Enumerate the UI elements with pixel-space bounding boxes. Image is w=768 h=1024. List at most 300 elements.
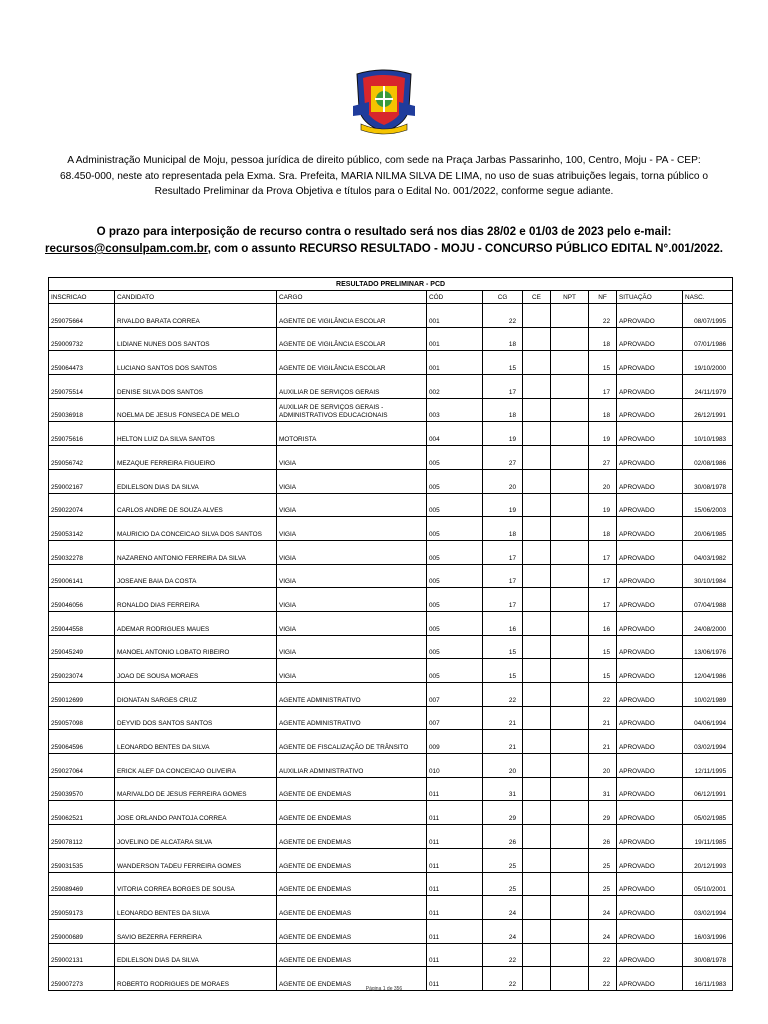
table-cell: 10/10/1983: [683, 422, 733, 446]
table-cell: 31: [483, 777, 523, 801]
table-cell: 04/03/1982: [683, 540, 733, 564]
table-cell: EDILELSON DIAS DA SILVA: [115, 943, 277, 967]
table-cell: 21: [589, 706, 617, 730]
column-header: CÓD: [427, 291, 483, 304]
table-cell: 004: [427, 422, 483, 446]
table-cell: AGENTE DE VIGILÂNCIA ESCOLAR: [277, 304, 427, 328]
table-cell: 30/08/1978: [683, 943, 733, 967]
table-cell: [551, 469, 589, 493]
table-cell: [551, 919, 589, 943]
table-cell: 003: [427, 398, 483, 422]
table-cell: ADEMAR RODRIGUES MAUES: [115, 611, 277, 635]
table-cell: 26: [483, 825, 523, 849]
table-cell: [551, 848, 589, 872]
table-cell: 259031535: [49, 848, 115, 872]
table-cell: 25: [589, 872, 617, 896]
table-cell: [551, 896, 589, 920]
table-cell: [523, 801, 551, 825]
table-cell: 05/10/2001: [683, 872, 733, 896]
table-row: [49, 351, 733, 375]
table-cell: APROVADO: [617, 896, 683, 920]
table-cell: APROVADO: [617, 967, 683, 991]
table-cell: 20: [483, 469, 523, 493]
table-cell: 20: [483, 754, 523, 778]
table-row: [49, 327, 733, 351]
table-cell: 18: [483, 517, 523, 541]
table-cell: [523, 635, 551, 659]
table-cell: [523, 659, 551, 683]
table-cell: 005: [427, 446, 483, 470]
table-cell: [523, 375, 551, 399]
table-cell: VIGIA: [277, 446, 427, 470]
table-cell: 011: [427, 943, 483, 967]
table-cell: APROVADO: [617, 683, 683, 707]
column-header: CARGO: [277, 291, 427, 304]
table-cell: MAURICIO DA CONCEICAO SILVA DOS SANTOS: [115, 517, 277, 541]
table-cell: HELTON LUIZ DA SILVA SANTOS: [115, 422, 277, 446]
table-cell: 259064596: [49, 730, 115, 754]
table-cell: 16/03/1996: [683, 919, 733, 943]
table-cell: [523, 398, 551, 422]
table-cell: 18: [589, 517, 617, 541]
table-cell: LEONARDO BENTES DA SILVA: [115, 896, 277, 920]
table-cell: 005: [427, 659, 483, 683]
table-cell: [551, 517, 589, 541]
table-cell: [551, 398, 589, 422]
table-cell: LUCIANO SANTOS DOS SANTOS: [115, 351, 277, 375]
table-cell: APROVADO: [617, 375, 683, 399]
table-cell: 259044558: [49, 611, 115, 635]
table-row: [49, 777, 733, 801]
table-cell: 007: [427, 706, 483, 730]
table-cell: RIVALDO BARATA CORREA: [115, 304, 277, 328]
table-cell: 16/11/1983: [683, 967, 733, 991]
table-cell: 26/12/1991: [683, 398, 733, 422]
table-row: [49, 517, 733, 541]
table-cell: [523, 588, 551, 612]
table-cell: APROVADO: [617, 848, 683, 872]
column-header: NF: [589, 291, 617, 304]
table-cell: 20: [589, 469, 617, 493]
table-cell: 02/08/1986: [683, 446, 733, 470]
table-cell: 10/02/1989: [683, 683, 733, 707]
table-cell: [523, 754, 551, 778]
table-cell: 001: [427, 304, 483, 328]
table-row: [49, 422, 733, 446]
table-cell: 18: [589, 327, 617, 351]
table-cell: 24: [483, 896, 523, 920]
table-cell: 16: [589, 611, 617, 635]
table-cell: AGENTE DE ENDEMIAS: [277, 848, 427, 872]
table-cell: APROVADO: [617, 635, 683, 659]
table-cell: [523, 848, 551, 872]
table-cell: [551, 706, 589, 730]
table-cell: APROVADO: [617, 351, 683, 375]
table-cell: MARIVALDO DE JESUS FERREIRA GOMES: [115, 777, 277, 801]
table-cell: [523, 872, 551, 896]
table-cell: APROVADO: [617, 588, 683, 612]
table-cell: APROVADO: [617, 398, 683, 422]
table-cell: [551, 611, 589, 635]
table-cell: [523, 327, 551, 351]
table-cell: VITORIA CORREA BORGES DE SOUSA: [115, 872, 277, 896]
table-cell: 009: [427, 730, 483, 754]
table-cell: 259075514: [49, 375, 115, 399]
table-cell: 259002167: [49, 469, 115, 493]
table-cell: 010: [427, 754, 483, 778]
table-cell: [523, 611, 551, 635]
table-cell: [523, 540, 551, 564]
table-cell: VIGIA: [277, 517, 427, 541]
table-cell: 27: [483, 446, 523, 470]
table-cell: LEONARDO BENTES DA SILVA: [115, 730, 277, 754]
table-cell: [523, 469, 551, 493]
table-cell: APROVADO: [617, 754, 683, 778]
table-cell: 259006141: [49, 564, 115, 588]
table-cell: DEYVID DOS SANTOS SANTOS: [115, 706, 277, 730]
table-cell: JOSE ORLANDO PANTOJA CORREA: [115, 801, 277, 825]
table-header-row: [49, 291, 733, 304]
table-cell: 15: [483, 351, 523, 375]
table-row: [49, 540, 733, 564]
table-row: [49, 493, 733, 517]
table-cell: APROVADO: [617, 801, 683, 825]
table-cell: 07/04/1988: [683, 588, 733, 612]
table-cell: 259059173: [49, 896, 115, 920]
table-cell: 19/11/1985: [683, 825, 733, 849]
table-cell: 17: [483, 375, 523, 399]
table-cell: 005: [427, 564, 483, 588]
table-cell: 15: [483, 635, 523, 659]
table-cell: LIDIANE NUNES DOS SANTOS: [115, 327, 277, 351]
table-cell: 22: [589, 943, 617, 967]
table-cell: 19: [483, 422, 523, 446]
table-cell: 03/02/1994: [683, 896, 733, 920]
table-cell: APROVADO: [617, 777, 683, 801]
table-cell: AGENTE DE ENDEMIAS: [277, 872, 427, 896]
table-cell: 259022074: [49, 493, 115, 517]
column-header: NPT: [551, 291, 589, 304]
table-cell: 17: [589, 564, 617, 588]
appeal-notice-subject: , com o assunto RECURSO RESULTADO - MOJU - CONCURSO PÚBLICO EDITAL N°.001/2022.: [207, 242, 723, 255]
table-cell: 005: [427, 493, 483, 517]
table-cell: APROVADO: [617, 611, 683, 635]
table-cell: MOTORISTA: [277, 422, 427, 446]
table-cell: 005: [427, 517, 483, 541]
table-cell: [523, 896, 551, 920]
table-cell: 24: [589, 896, 617, 920]
table-cell: 13/06/1976: [683, 635, 733, 659]
table-cell: [551, 801, 589, 825]
table-cell: AGENTE DE VIGILÂNCIA ESCOLAR: [277, 351, 427, 375]
table-cell: [551, 943, 589, 967]
table-cell: [523, 493, 551, 517]
table-cell: APROVADO: [617, 730, 683, 754]
table-cell: 12/04/1986: [683, 659, 733, 683]
table-cell: 24/11/1979: [683, 375, 733, 399]
table-cell: APROVADO: [617, 517, 683, 541]
table-cell: 22: [483, 683, 523, 707]
table-cell: 24: [483, 919, 523, 943]
table-row: [49, 896, 733, 920]
table-cell: 005: [427, 540, 483, 564]
table-cell: [523, 351, 551, 375]
table-cell: 259023074: [49, 659, 115, 683]
table-cell: 12/11/1995: [683, 754, 733, 778]
results-table-container: [48, 277, 732, 991]
table-cell: 20/06/1985: [683, 517, 733, 541]
table-cell: JOAO DE SOUSA MORAES: [115, 659, 277, 683]
table-cell: 011: [427, 777, 483, 801]
table-cell: [551, 730, 589, 754]
table-row: [49, 375, 733, 399]
table-cell: 259032278: [49, 540, 115, 564]
table-cell: 16: [483, 611, 523, 635]
table-cell: APROVADO: [617, 469, 683, 493]
table-cell: 27: [589, 446, 617, 470]
table-cell: 001: [427, 327, 483, 351]
table-cell: 011: [427, 801, 483, 825]
table-cell: 31: [589, 777, 617, 801]
table-row: [49, 398, 733, 422]
table-cell: 15: [483, 659, 523, 683]
table-cell: [551, 446, 589, 470]
table-cell: 259075664: [49, 304, 115, 328]
table-cell: 259009732: [49, 327, 115, 351]
table-cell: 259064473: [49, 351, 115, 375]
table-cell: 259053142: [49, 517, 115, 541]
table-row: [49, 304, 733, 328]
table-cell: 15: [589, 635, 617, 659]
table-cell: APROVADO: [617, 493, 683, 517]
table-cell: 18: [483, 327, 523, 351]
table-cell: SAVIO BEZERRA FERREIRA: [115, 919, 277, 943]
table-row: [49, 564, 733, 588]
table-cell: NAZARENO ANTONIO FERREIRA DA SILVA: [115, 540, 277, 564]
table-title: RESULTADO PRELIMINAR - PCD: [49, 278, 733, 291]
table-cell: VIGIA: [277, 493, 427, 517]
table-cell: AGENTE DE ENDEMIAS: [277, 801, 427, 825]
table-cell: 22: [483, 967, 523, 991]
table-cell: 29: [483, 801, 523, 825]
table-cell: [551, 422, 589, 446]
table-cell: 002: [427, 375, 483, 399]
column-header: NASC.: [683, 291, 733, 304]
table-row: [49, 754, 733, 778]
table-cell: AGENTE DE ENDEMIAS: [277, 967, 427, 991]
table-cell: [551, 659, 589, 683]
column-header: CG: [483, 291, 523, 304]
table-cell: 259089469: [49, 872, 115, 896]
table-cell: 06/12/1991: [683, 777, 733, 801]
table-cell: [551, 351, 589, 375]
table-cell: APROVADO: [617, 943, 683, 967]
table-cell: 259039570: [49, 777, 115, 801]
table-cell: 17: [589, 375, 617, 399]
table-cell: 20/12/1993: [683, 848, 733, 872]
table-row: [49, 919, 733, 943]
table-cell: 22: [589, 683, 617, 707]
table-cell: 22: [589, 967, 617, 991]
table-row: [49, 706, 733, 730]
table-cell: AGENTE DE ENDEMIAS: [277, 777, 427, 801]
table-cell: ROBERTO RODRIGUES DE MORAES: [115, 967, 277, 991]
table-cell: DIONATAN SARGES CRUZ: [115, 683, 277, 707]
table-cell: 21: [483, 706, 523, 730]
municipal-coat-of-arms-logo: [347, 68, 421, 136]
table-cell: [551, 564, 589, 588]
table-cell: APROVADO: [617, 872, 683, 896]
table-cell: [523, 517, 551, 541]
table-body: [49, 304, 733, 991]
table-cell: 011: [427, 872, 483, 896]
table-cell: APROVADO: [617, 706, 683, 730]
table-cell: 25: [483, 848, 523, 872]
table-cell: 04/06/1994: [683, 706, 733, 730]
table-cell: APROVADO: [617, 304, 683, 328]
table-cell: APROVADO: [617, 564, 683, 588]
table-cell: 21: [483, 730, 523, 754]
table-cell: 005: [427, 469, 483, 493]
table-cell: VIGIA: [277, 611, 427, 635]
table-cell: RONALDO DIAS FERREIRA: [115, 588, 277, 612]
table-cell: 07/01/1986: [683, 327, 733, 351]
table-cell: 005: [427, 588, 483, 612]
table-row: [49, 588, 733, 612]
table-row: [49, 469, 733, 493]
table-cell: 259012699: [49, 683, 115, 707]
table-cell: VIGIA: [277, 564, 427, 588]
table-cell: 19: [589, 493, 617, 517]
table-cell: 259027064: [49, 754, 115, 778]
table-cell: [523, 564, 551, 588]
table-cell: MANOEL ANTONIO LOBATO RIBEIRO: [115, 635, 277, 659]
table-cell: 17: [589, 588, 617, 612]
table-row: [49, 943, 733, 967]
table-cell: 17: [483, 564, 523, 588]
table-row: [49, 635, 733, 659]
table-cell: AGENTE ADMINISTRATIVO: [277, 706, 427, 730]
table-cell: 15: [589, 351, 617, 375]
table-cell: 19: [589, 422, 617, 446]
table-cell: AGENTE DE ENDEMIAS: [277, 919, 427, 943]
table-cell: 011: [427, 896, 483, 920]
table-cell: [523, 919, 551, 943]
table-cell: [551, 304, 589, 328]
table-cell: 259002131: [49, 943, 115, 967]
table-cell: 17: [589, 540, 617, 564]
table-cell: 259036918: [49, 398, 115, 422]
table-cell: APROVADO: [617, 446, 683, 470]
table-cell: 22: [483, 943, 523, 967]
table-row: [49, 611, 733, 635]
table-cell: 259045249: [49, 635, 115, 659]
table-cell: 25: [483, 872, 523, 896]
table-cell: 24: [589, 919, 617, 943]
table-cell: 05/02/1985: [683, 801, 733, 825]
table-cell: 29: [589, 801, 617, 825]
table-cell: VIGIA: [277, 469, 427, 493]
table-cell: VIGIA: [277, 659, 427, 683]
table-cell: [523, 446, 551, 470]
table-cell: DENISE SILVA DOS SANTOS: [115, 375, 277, 399]
table-cell: [551, 540, 589, 564]
column-header: SITUAÇÃO: [617, 291, 683, 304]
table-cell: [551, 327, 589, 351]
intro-paragraph: A Administração Municipal de Moju, pessoa jurídica de direito público, com sede na Praça Jarbas Passarinho, 100, Centro, Moju - PA - CEP: 68.450-000, neste ato representada pela Exma. Sra. Prefeita, MARIA NILMA SILVA DE LIMA, no uso de suas atribuições legais, torna público o Resultado Preliminar da Prova Objetiva e títulos para o Edital No. 001/2022, conforme segue adiante.: [59, 155, 709, 197]
table-row: [49, 683, 733, 707]
table-cell: AGENTE DE ENDEMIAS: [277, 825, 427, 849]
table-cell: AUXILIAR DE SERVIÇOS GERAIS - ADMINISTRATIVOS EDUCACIONAIS: [277, 398, 427, 422]
table-cell: 259007273: [49, 967, 115, 991]
column-header: INSCRICAO: [49, 291, 115, 304]
table-cell: [523, 304, 551, 328]
table-cell: WANDERSON TADEU FERREIRA GOMES: [115, 848, 277, 872]
table-cell: JOVELINO DE ALCATARA SILVA: [115, 825, 277, 849]
table-cell: VIGIA: [277, 540, 427, 564]
table-cell: 30/10/1984: [683, 564, 733, 588]
appeal-notice-line: O prazo para interposição de recurso contra o resultado será nos dias 28/02 e 01/03 de 2023 pelo e-mail:: [96, 225, 672, 238]
table-row: [49, 872, 733, 896]
table-cell: 259000689: [49, 919, 115, 943]
table-cell: APROVADO: [617, 659, 683, 683]
table-cell: [551, 375, 589, 399]
table-cell: 25: [589, 848, 617, 872]
table-cell: 15/06/2003: [683, 493, 733, 517]
table-row: [49, 848, 733, 872]
table-cell: 17: [483, 540, 523, 564]
table-cell: 08/07/1995: [683, 304, 733, 328]
table-cell: [551, 825, 589, 849]
table-cell: [523, 422, 551, 446]
table-cell: APROVADO: [617, 825, 683, 849]
table-cell: 005: [427, 635, 483, 659]
table-cell: [523, 777, 551, 801]
table-cell: NOELMA DE JESUS FONSECA DE MELO: [115, 398, 277, 422]
page-number: Página 1 de 356: [365, 986, 403, 992]
table-cell: 19: [483, 493, 523, 517]
table-cell: [551, 754, 589, 778]
table-cell: 18: [483, 398, 523, 422]
table-cell: 259056742: [49, 446, 115, 470]
table-cell: AUXILIAR DE SERVIÇOS GERAIS: [277, 375, 427, 399]
table-cell: ERICK ALEF DA CONCEICAO OLIVEIRA: [115, 754, 277, 778]
table-row: [49, 730, 733, 754]
table-cell: [523, 825, 551, 849]
table-cell: 011: [427, 825, 483, 849]
table-cell: [523, 683, 551, 707]
table-cell: [551, 635, 589, 659]
table-cell: CARLOS ANDRE DE SOUZA ALVES: [115, 493, 277, 517]
table-cell: APROVADO: [617, 422, 683, 446]
table-cell: 17: [483, 588, 523, 612]
table-row: [49, 446, 733, 470]
table-cell: 001: [427, 351, 483, 375]
table-cell: [523, 943, 551, 967]
table-cell: 24/08/2000: [683, 611, 733, 635]
appeal-email-link[interactable]: recursos@consulpam.com.br: [45, 242, 208, 255]
table-cell: [551, 872, 589, 896]
table-cell: APROVADO: [617, 540, 683, 564]
table-cell: 26: [589, 825, 617, 849]
table-cell: AGENTE ADMINISTRATIVO: [277, 683, 427, 707]
appeal-notice: [30, 223, 738, 257]
column-header: CE: [523, 291, 551, 304]
table-cell: AGENTE DE ENDEMIAS: [277, 943, 427, 967]
table-cell: 011: [427, 967, 483, 991]
table-cell: 22: [589, 304, 617, 328]
table-cell: APROVADO: [617, 327, 683, 351]
